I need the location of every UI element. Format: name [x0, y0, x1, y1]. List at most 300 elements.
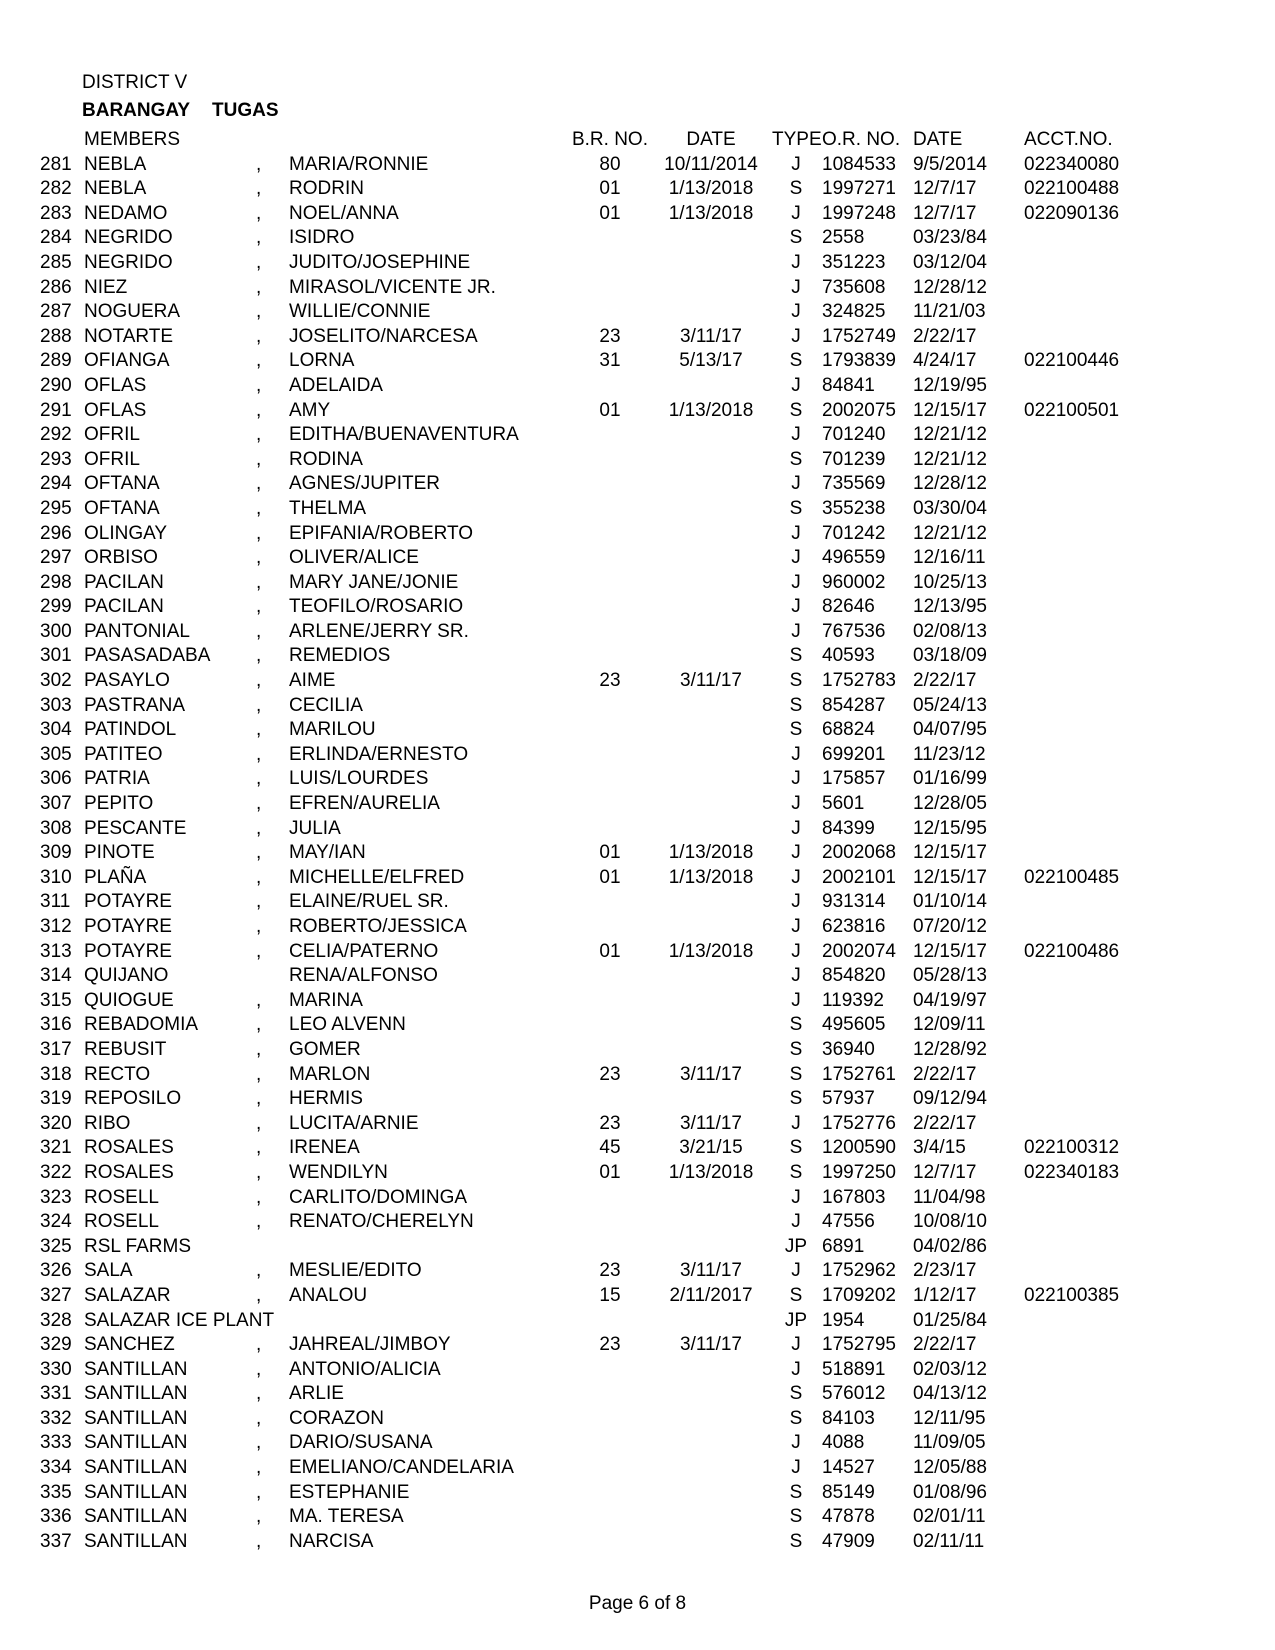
cell-num: 312 — [40, 916, 72, 937]
cell-num: 333 — [40, 1432, 72, 1454]
cell-br-no: 01 — [599, 940, 621, 962]
cell-or-date: 03/23/84 — [913, 227, 987, 249]
table-row — [0, 448, 1275, 473]
table-row — [0, 522, 1275, 547]
cell-or-date: 12/15/17 — [913, 842, 987, 864]
cell-or-date: 2/22/17 — [913, 1063, 977, 1085]
cell-first: CARLITO/DOMINGA — [289, 1186, 468, 1208]
cell-or-no: 84103 — [822, 1407, 875, 1429]
cell-type: S — [789, 1088, 803, 1110]
cell-surname: NEGRIDO — [84, 251, 173, 273]
cell-first: MIRASOL/VICENTE JR. — [289, 276, 496, 298]
cell-br-date: 3/11/17 — [680, 1260, 742, 1282]
table-row — [0, 989, 1275, 1014]
cell-num: 325 — [40, 1235, 72, 1257]
cell-type: J — [791, 522, 801, 544]
cell-or-date: 03/30/04 — [913, 497, 987, 519]
cell-comma: , — [256, 374, 262, 396]
cell-or-no: 1200590 — [822, 1137, 896, 1159]
cell-num: 326 — [40, 1260, 72, 1282]
cell-num: 294 — [40, 473, 72, 495]
cell-surname: NOGUERA — [84, 301, 181, 323]
cell-first: REMEDIOS — [289, 645, 391, 667]
cell-type: J — [791, 1334, 801, 1356]
column-header-acct-no: ACCT.NO. — [1024, 129, 1113, 150]
cell-num: 289 — [40, 350, 72, 372]
cell-first: EDITHA/BUENAVENTURA — [289, 424, 519, 446]
cell-surname: PACILAN — [84, 596, 164, 618]
cell-surname: OFRIL — [84, 448, 140, 470]
table-row — [0, 472, 1275, 497]
cell-or-no: 82646 — [822, 596, 875, 618]
cell-surname: REBADOMIA — [84, 1014, 199, 1036]
cell-surname: PASASADABA — [84, 645, 211, 667]
cell-first: EMELIANO/CANDELARIA — [289, 1457, 514, 1479]
cell-or-no: 1752761 — [822, 1063, 896, 1085]
cell-num: 282 — [40, 178, 72, 200]
cell-or-no: 1084533 — [822, 153, 896, 175]
cell-br-no: 01 — [599, 842, 621, 864]
cell-comma: , — [256, 1260, 262, 1282]
table-row — [0, 177, 1275, 202]
cell-num: 300 — [40, 620, 72, 642]
cell-num: 308 — [40, 817, 72, 839]
cell-comma: , — [256, 497, 262, 519]
cell-or-no: 735608 — [822, 276, 886, 298]
cell-first: EPIFANIA/ROBERTO — [289, 522, 474, 544]
cell-or-no: 2002068 — [822, 842, 896, 864]
cell-comma: , — [256, 1038, 262, 1060]
cell-surname: ROSALES — [84, 1161, 174, 1183]
cell-or-no: 85149 — [822, 1481, 875, 1503]
cell-acct: 022100446 — [1024, 350, 1120, 372]
cell-comma: , — [256, 620, 262, 642]
cell-comma: , — [256, 793, 262, 815]
cell-type: J — [791, 620, 801, 642]
cell-first: MAY/IAN — [289, 842, 366, 864]
cell-or-date: 05/24/13 — [913, 694, 987, 716]
cell-or-date: 3/4/15 — [913, 1137, 966, 1159]
cell-first: CORAZON — [289, 1407, 384, 1429]
cell-or-date: 03/12/04 — [913, 251, 987, 273]
cell-first: RODRIN — [289, 178, 364, 200]
cell-num: 329 — [40, 1334, 72, 1356]
table-row — [0, 1186, 1275, 1211]
cell-type: S — [789, 694, 803, 716]
barangay-name: TUGAS — [212, 100, 279, 121]
cell-or-no: 701242 — [822, 522, 886, 544]
cell-or-no: 1709202 — [822, 1284, 896, 1306]
cell-surname: NIEZ — [84, 276, 128, 298]
cell-br-no: 01 — [599, 866, 621, 888]
cell-or-date: 11/21/03 — [913, 301, 986, 323]
cell-num: 285 — [40, 251, 72, 273]
cell-br-no: 23 — [599, 325, 621, 347]
cell-or-date: 02/08/13 — [913, 620, 987, 642]
cell-first: NOEL/ANNA — [289, 202, 399, 224]
cell-comma: , — [256, 916, 262, 937]
table-row — [0, 423, 1275, 448]
cell-type: S — [789, 399, 803, 421]
cell-type: J — [791, 1358, 801, 1380]
table-row — [0, 890, 1275, 915]
table-row — [0, 743, 1275, 768]
cell-first: ARLIE — [289, 1383, 344, 1405]
cell-br-date: 3/11/17 — [680, 1112, 742, 1134]
cell-type: S — [789, 1038, 803, 1060]
table-row — [0, 1087, 1275, 1112]
cell-first: OLIVER/ALICE — [289, 547, 419, 569]
cell-or-no: 767536 — [822, 620, 886, 642]
cell-first: JOSELITO/NARCESA — [289, 325, 478, 347]
cell-comma: , — [256, 1112, 262, 1134]
cell-surname: SANCHEZ — [84, 1334, 175, 1356]
cell-br-date: 3/11/17 — [680, 670, 742, 692]
cell-type: J — [791, 473, 801, 495]
cell-surname: QUIOGUE — [84, 989, 174, 1011]
cell-num: 301 — [40, 645, 72, 667]
cell-num: 307 — [40, 793, 72, 815]
cell-or-date: 12/13/95 — [913, 596, 987, 618]
cell-first: MARINA — [289, 989, 363, 1011]
cell-or-no: 2002074 — [822, 940, 896, 962]
cell-type: S — [789, 1506, 803, 1528]
cell-acct: 022100485 — [1024, 866, 1120, 888]
table-row — [0, 792, 1275, 817]
cell-or-date: 12/28/12 — [913, 473, 987, 495]
cell-num: 330 — [40, 1358, 72, 1380]
table-row — [0, 694, 1275, 719]
cell-or-no: 14527 — [822, 1457, 875, 1479]
cell-or-no: 854820 — [822, 965, 886, 987]
barangay-label: BARANGAY — [82, 100, 191, 121]
cell-num: 328 — [40, 1309, 72, 1331]
cell-or-date: 03/18/09 — [913, 645, 987, 667]
cell-num: 298 — [40, 571, 72, 593]
cell-first: MICHELLE/ELFRED — [289, 866, 465, 888]
cell-comma: , — [256, 743, 262, 765]
cell-type: J — [791, 276, 801, 298]
cell-comma: , — [256, 424, 262, 446]
cell-first: RENATO/CHERELYN — [289, 1211, 474, 1233]
cell-br-date: 1/13/2018 — [668, 866, 754, 888]
cell-num: 291 — [40, 399, 72, 421]
cell-type: J — [791, 1432, 801, 1454]
cell-or-no: 84399 — [822, 817, 875, 839]
table-row — [0, 1063, 1275, 1088]
table-row — [0, 226, 1275, 251]
cell-br-date: 3/11/17 — [680, 325, 742, 347]
cell-type: S — [789, 1284, 803, 1306]
cell-or-date: 10/25/13 — [913, 571, 987, 593]
table-row — [0, 202, 1275, 227]
cell-type: J — [791, 866, 801, 888]
cell-or-no: 175857 — [822, 768, 886, 790]
cell-or-no: 1997271 — [822, 178, 896, 200]
table-row — [0, 1530, 1275, 1555]
cell-surname: SANTILLAN — [84, 1457, 188, 1479]
cell-comma: , — [256, 670, 262, 692]
cell-surname: SALAZAR ICE PLANT — [84, 1309, 275, 1331]
cell-num: 297 — [40, 547, 72, 569]
cell-num: 337 — [40, 1530, 72, 1552]
cell-type: JP — [784, 1309, 808, 1331]
cell-comma: , — [256, 719, 262, 741]
cell-first: JAHREAL/JIMBOY — [289, 1334, 451, 1356]
table-row — [0, 1333, 1275, 1358]
cell-or-date: 2/22/17 — [913, 670, 977, 692]
cell-type: J — [791, 743, 801, 765]
cell-or-date: 01/16/99 — [913, 768, 987, 790]
cell-or-date: 07/20/12 — [913, 916, 987, 937]
cell-num: 331 — [40, 1383, 72, 1405]
cell-comma: , — [256, 325, 262, 347]
cell-first: AMY — [289, 399, 331, 421]
cell-or-no: 854287 — [822, 694, 886, 716]
cell-surname: NEGRIDO — [84, 227, 173, 249]
cell-or-no: 5601 — [822, 793, 865, 815]
table-row — [0, 1013, 1275, 1038]
cell-surname: PATITEO — [84, 743, 163, 765]
cell-surname: ROSELL — [84, 1211, 159, 1233]
cell-surname: NEBLA — [84, 153, 147, 175]
cell-br-no: 01 — [599, 1161, 621, 1183]
cell-or-date: 01/25/84 — [913, 1309, 987, 1331]
cell-surname: RECTO — [84, 1063, 151, 1085]
cell-surname: OLINGAY — [84, 522, 168, 544]
table-row — [0, 644, 1275, 669]
cell-acct: 022100312 — [1024, 1137, 1120, 1159]
cell-type: S — [789, 1481, 803, 1503]
cell-type: S — [789, 1530, 803, 1552]
cell-comma: , — [256, 522, 262, 544]
cell-surname: SANTILLAN — [84, 1358, 188, 1380]
cell-surname: POTAYRE — [84, 891, 172, 913]
cell-acct: 022100486 — [1024, 940, 1120, 962]
cell-first: CECILIA — [289, 694, 363, 716]
cell-or-date: 11/09/05 — [913, 1432, 986, 1454]
cell-first: MARILOU — [289, 719, 376, 741]
cell-acct: 022340080 — [1024, 153, 1120, 175]
cell-or-no: 495605 — [822, 1014, 886, 1036]
cell-num: 293 — [40, 448, 72, 470]
cell-first: LEO ALVENN — [289, 1014, 406, 1036]
cell-comma: , — [256, 817, 262, 839]
cell-br-date: 1/13/2018 — [668, 202, 754, 224]
cell-comma: , — [256, 1530, 262, 1552]
cell-comma: , — [256, 989, 262, 1011]
cell-surname: NOTARTE — [84, 325, 174, 347]
cell-first: ARLENE/JERRY SR. — [289, 620, 469, 642]
cell-or-date: 10/08/10 — [913, 1211, 987, 1233]
cell-comma: , — [256, 596, 262, 618]
cell-first: ESTEPHANIE — [289, 1481, 410, 1503]
cell-comma: , — [256, 891, 262, 913]
cell-first: WILLIE/CONNIE — [289, 301, 431, 323]
cell-or-date: 12/19/95 — [913, 374, 987, 396]
cell-type: J — [791, 1211, 801, 1233]
cell-type: S — [789, 497, 803, 519]
cell-or-no: 701239 — [822, 448, 886, 470]
cell-first: IRENEA — [289, 1137, 360, 1159]
cell-acct: 022100385 — [1024, 1284, 1120, 1306]
district-title: DISTRICT V — [82, 72, 188, 93]
cell-or-date: 05/28/13 — [913, 965, 987, 987]
cell-br-date: 10/11/2014 — [664, 153, 758, 175]
cell-surname: NEDAMO — [84, 202, 168, 224]
cell-or-no: 931314 — [822, 891, 886, 913]
table-row — [0, 399, 1275, 424]
cell-or-no: 1752776 — [822, 1112, 896, 1134]
table-row — [0, 276, 1275, 301]
cell-type: S — [789, 448, 803, 470]
cell-comma: , — [256, 1432, 262, 1454]
cell-first: LUCITA/ARNIE — [289, 1112, 419, 1134]
cell-type: J — [791, 301, 801, 323]
cell-br-no: 80 — [599, 153, 621, 175]
cell-or-no: 36940 — [822, 1038, 875, 1060]
cell-or-date: 12/7/17 — [913, 178, 977, 200]
cell-type: J — [791, 153, 801, 175]
cell-surname: OFIANGA — [84, 350, 170, 372]
column-header-or-no: O.R. NO. — [822, 129, 901, 150]
cell-type: S — [789, 178, 803, 200]
cell-surname: PATRIA — [84, 768, 150, 790]
cell-first: JULIA — [289, 817, 341, 839]
cell-or-date: 12/28/92 — [913, 1038, 987, 1060]
table-row — [0, 1309, 1275, 1334]
cell-surname: PLAÑA — [84, 866, 147, 888]
cell-or-date: 09/12/94 — [913, 1088, 987, 1110]
cell-surname: SANTILLAN — [84, 1481, 188, 1503]
cell-num: 303 — [40, 694, 72, 716]
cell-surname: POTAYRE — [84, 916, 172, 937]
cell-or-no: 57937 — [822, 1088, 875, 1110]
table-header-row — [0, 128, 1275, 153]
cell-first: MARIA/RONNIE — [289, 153, 429, 175]
cell-or-date: 12/15/17 — [913, 866, 987, 888]
cell-num: 332 — [40, 1407, 72, 1429]
cell-first: HERMIS — [289, 1088, 363, 1110]
cell-or-date: 02/11/11 — [913, 1530, 985, 1552]
cell-num: 318 — [40, 1063, 72, 1085]
cell-num: 319 — [40, 1088, 72, 1110]
table-row — [0, 1161, 1275, 1186]
cell-or-no: 167803 — [822, 1186, 886, 1208]
cell-num: 305 — [40, 743, 72, 765]
cell-num: 321 — [40, 1137, 72, 1159]
cell-surname: PACILAN — [84, 571, 164, 593]
cell-type: S — [789, 1161, 803, 1183]
cell-surname: PINOTE — [84, 842, 155, 864]
cell-surname: SANTILLAN — [84, 1530, 188, 1552]
cell-comma: , — [256, 1506, 262, 1528]
table-row — [0, 546, 1275, 571]
cell-or-no: 2002075 — [822, 399, 896, 421]
cell-br-date: 1/13/2018 — [668, 842, 754, 864]
table-row — [0, 817, 1275, 842]
cell-first: ERLINDA/ERNESTO — [289, 743, 469, 765]
column-header-type: TYPE — [772, 129, 822, 150]
cell-br-no: 45 — [599, 1137, 621, 1159]
cell-comma: , — [256, 1383, 262, 1405]
cell-or-date: 12/7/17 — [913, 1161, 977, 1183]
cell-br-date: 3/11/17 — [680, 1063, 742, 1085]
cell-or-date: 04/02/86 — [913, 1235, 987, 1257]
cell-or-no: 4088 — [822, 1432, 865, 1454]
cell-or-date: 2/22/17 — [913, 325, 977, 347]
cell-num: 299 — [40, 596, 72, 618]
cell-first: GOMER — [289, 1038, 361, 1060]
cell-or-no: 1954 — [822, 1309, 865, 1331]
cell-or-date: 12/05/88 — [913, 1457, 987, 1479]
cell-first: AGNES/JUPITER — [289, 473, 440, 495]
cell-type: J — [791, 374, 801, 396]
cell-or-date: 01/10/14 — [913, 891, 987, 913]
cell-num: 313 — [40, 940, 72, 962]
cell-or-no: 40593 — [822, 645, 875, 667]
cell-type: S — [789, 1407, 803, 1429]
cell-or-date: 12/15/95 — [913, 817, 987, 839]
cell-type: S — [789, 670, 803, 692]
table-row — [0, 866, 1275, 891]
page-number: Page 6 of 8 — [588, 1593, 687, 1614]
cell-comma: , — [256, 1481, 262, 1503]
cell-or-date: 12/21/12 — [913, 522, 987, 544]
table-row — [0, 571, 1275, 596]
cell-or-date: 2/23/17 — [913, 1260, 977, 1282]
cell-first: ANALOU — [289, 1284, 368, 1306]
cell-first: WENDILYN — [289, 1161, 388, 1183]
cell-surname: SALAZAR — [84, 1284, 171, 1306]
cell-type: J — [791, 916, 801, 937]
cell-comma: , — [256, 178, 262, 200]
cell-or-date: 02/03/12 — [913, 1358, 987, 1380]
cell-comma: , — [256, 473, 262, 495]
table-row — [0, 374, 1275, 399]
table-row — [0, 1235, 1275, 1260]
cell-or-date: 12/16/11 — [913, 547, 986, 569]
table-row — [0, 1481, 1275, 1506]
cell-surname: SALA — [84, 1260, 133, 1282]
cell-first: RENA/ALFONSO — [289, 965, 438, 987]
cell-type: J — [791, 424, 801, 446]
cell-num: 295 — [40, 497, 72, 519]
cell-surname: REPOSILO — [84, 1088, 182, 1110]
cell-num: 302 — [40, 670, 72, 692]
cell-type: J — [791, 793, 801, 815]
cell-num: 288 — [40, 325, 72, 347]
cell-comma: , — [256, 448, 262, 470]
cell-type: J — [791, 842, 801, 864]
cell-surname: POTAYRE — [84, 940, 172, 962]
cell-or-date: 4/24/17 — [913, 350, 977, 372]
cell-num: 290 — [40, 374, 72, 396]
cell-or-no: 699201 — [822, 743, 886, 765]
cell-type: J — [791, 965, 801, 987]
cell-num: 292 — [40, 424, 72, 446]
table-row — [0, 940, 1275, 965]
cell-num: 286 — [40, 276, 72, 298]
cell-or-no: 1793839 — [822, 350, 896, 372]
table-row — [0, 153, 1275, 178]
cell-comma: , — [256, 301, 262, 323]
cell-or-no: 496559 — [822, 547, 886, 569]
column-header-br-date: DATE — [686, 129, 736, 150]
cell-br-no: 23 — [599, 1260, 621, 1282]
table-row — [0, 1136, 1275, 1161]
cell-type: J — [791, 940, 801, 962]
